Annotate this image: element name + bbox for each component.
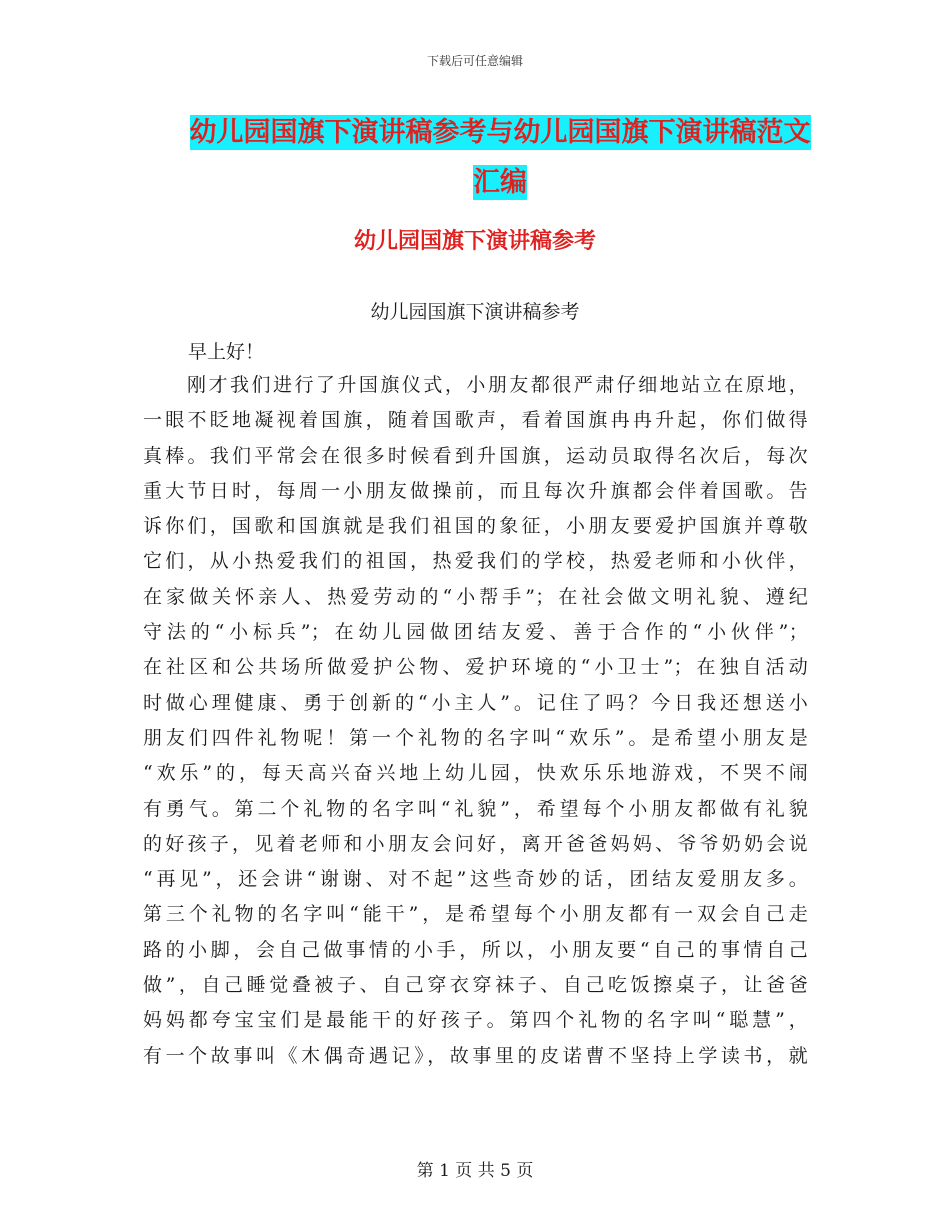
body-line: 有勇气。第二个礼物的名字叫“礼貌”，希望每个小朋友都做有礼貌	[143, 797, 808, 820]
greeting-line: 早上好！	[188, 341, 265, 363]
body-line: 诉你们，国歌和国旗就是我们祖国的象征，小朋友要爱护国旗并尊敬	[143, 515, 808, 538]
body-line: 时做心理健康、勇于创新的“小主人”。记住了吗？今日我还想送小	[143, 691, 808, 714]
body-line: 在家做关怀亲人、热爱劳动的“小帮手”；在社会做文明礼貌、遵纪	[143, 585, 808, 608]
body-line: 朋友们四件礼物呢！第一个礼物的名字叫“欢乐”。是希望小朋友是	[143, 726, 808, 749]
body-line: “欢乐”的，每天高兴奋兴地上幼儿园，快欢乐乐地游戏，不哭不闹	[143, 762, 808, 785]
body-line: 刚才我们进行了升国旗仪式，小朋友都很严肃仔细地站立在原地，	[187, 374, 808, 396]
speech-body	[143, 368, 808, 1074]
page-number-footer: 第 1 页 共 5 页	[416, 1161, 534, 1181]
body-line: 做”，自己睡觉叠被子、自己穿衣穿袜子、自己吃饭擦桌子，让爸爸	[143, 974, 808, 997]
body-line: 在社区和公共场所做爱护公物、爱护环境的“小卫士”；在独自活动	[143, 656, 808, 679]
body-line: 路的小脚，会自己做事情的小手，所以，小朋友要“自己的事情自己	[143, 938, 808, 961]
body-line: 的好孩子，见着老师和小朋友会问好，离开爸爸妈妈、爷爷奶奶会说	[143, 832, 808, 855]
body-line: 一眼不眨地凝视着国旗，随着国歌声，看着国旗冉冉升起，你们做得	[143, 409, 808, 432]
section-title: 幼儿园国旗下演讲稿参考	[353, 229, 596, 254]
body-line: 它们，从小热爱我们的祖国，热爱我们的学校，热爱老师和小伙伴，	[143, 550, 808, 573]
body-line: 守法的“小标兵”；在幼儿园做团结友爱、善于合作的“小伙伴”；	[143, 621, 808, 644]
header-note: 下载后可任意编辑	[426, 54, 523, 68]
body-line: 重大节日时，每周一小朋友做操前，而且每次升旗都会伴着国歌。告	[143, 479, 808, 502]
body-line: 第三个礼物的名字叫“能干”，是希望每个小朋友都有一双会自己走	[143, 903, 808, 926]
body-line: 妈妈都夸宝宝们是最能干的好孩子。第四个礼物的名字叫“聪慧”，	[143, 1009, 808, 1032]
body-line: “再见”，还会讲“谢谢、对不起”这些奇妙的话，团结友爱朋友多。	[143, 868, 808, 891]
document-title-line-1: 幼儿园国旗下演讲稿参考与幼儿园国旗下演讲稿范文	[189, 117, 811, 148]
document-title-line-2: 汇编	[473, 167, 527, 198]
speech-subtitle: 幼儿园国旗下演讲稿参考	[370, 301, 580, 323]
body-line: 有一个故事叫《木偶奇遇记》，故事里的皮诺曹不坚持上学读书，就	[143, 1044, 808, 1067]
body-line: 真棒。我们平常会在很多时候看到升国旗，运动员取得名次后，每次	[143, 444, 808, 467]
document-title	[150, 108, 850, 208]
